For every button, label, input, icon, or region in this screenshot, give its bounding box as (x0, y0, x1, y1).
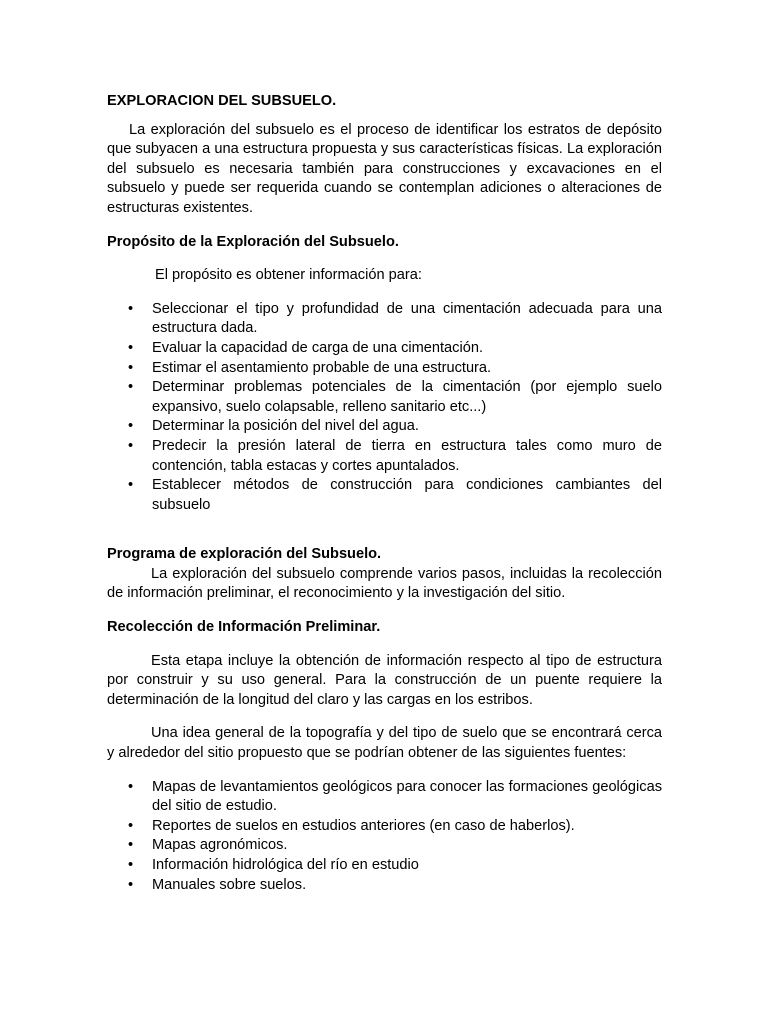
intro-paragraph: La exploración del subsuelo es el proceso de identificar los estratos de depósito que subyacen a una estructura propuesta y sus características físicas. La exploración del subsuelo es necesaria también para construcciones y excavaciones en el subsuelo y puede ser requerida cuando se contemplan adiciones o alteraciones de estructuras existentes. (107, 121, 662, 216)
list-item-text: Estimar el asentamiento probable de una estructura. (152, 359, 492, 376)
list-item (107, 778, 662, 817)
list-item-text: Establecer métodos de construcción para condiciones cambiantes del subsuelo (152, 477, 662, 513)
purpose-intro: El propósito es obtener información para: (155, 267, 422, 284)
list-item (107, 339, 662, 359)
purpose-heading: Propósito de la Exploración del Subsuelo. (107, 233, 399, 250)
list-item-text: Predecir la presión lateral de tierra en estructura tales como muro de contención, tabla estacas y cortes apuntalados. (152, 437, 662, 474)
list-item-text: Mapas de levantamientos geológicos para conocer las formaciones geológicas del sitio de estudio. (152, 778, 662, 815)
list-item (107, 876, 662, 896)
bullet-icon: • (128, 837, 134, 854)
document-page (107, 92, 662, 895)
preliminary-paragraph-2: Una idea general de la topografía y del tipo de suelo que se encontrará cerca y alrededor del sitio propuesto que se podrían obtener de las siguientes fuentes: (107, 725, 662, 762)
bullet-icon: • (128, 477, 134, 494)
list-item-text: Evaluar la capacidad de carga de una cimentación. (152, 339, 484, 356)
list-item (107, 836, 662, 856)
bullet-icon: • (128, 437, 134, 454)
list-item (107, 817, 662, 837)
bullet-icon: • (128, 857, 134, 873)
bullet-icon: • (128, 379, 134, 396)
list-item-text: Reportes de suelos en estudios anteriores (en caso de haberlos). (152, 817, 575, 834)
list-item-text: Mapas agronómicos. (152, 837, 288, 854)
list-item-text: Seleccionar el tipo y profundidad de una cimentación adecuada para una estructura dada. (152, 300, 662, 337)
bullet-icon: • (128, 300, 134, 317)
program-paragraph: La exploración del subsuelo comprende varios pasos, incluidas la recolección de información preliminar, el reconocimiento y la investigación del sitio. (107, 565, 662, 602)
list-item (107, 378, 662, 417)
program-heading: Programa de exploración del Subsuelo. (107, 546, 382, 563)
list-item (107, 476, 662, 515)
bullet-icon: • (128, 817, 134, 834)
list-item-text: Información hidrológica del río en estudio (152, 857, 419, 873)
bullet-icon: • (128, 359, 134, 376)
bullet-icon: • (128, 418, 134, 435)
purpose-list (107, 300, 662, 516)
list-item (107, 437, 662, 476)
sources-list (107, 778, 662, 896)
list-item-text: Manuales sobre suelos. (152, 876, 307, 893)
list-item-text: Determinar problemas potenciales de la cimentación (por ejemplo suelo expansivo, suelo colapsable, relleno sanitario etc...) (152, 379, 662, 415)
list-item-text: Determinar la posición del nivel del agua. (152, 418, 419, 435)
list-item (107, 856, 662, 876)
preliminary-paragraph-1: Esta etapa incluye la obtención de información respecto al tipo de estructura por construir y su uso general. Para la construcción de un puente requiere la determinación de la longitud del claro y las cargas en los estribos. (107, 652, 662, 708)
bullet-icon: • (128, 339, 134, 356)
document-title: EXPLORACION DEL SUBSUELO. (107, 93, 337, 109)
preliminary-heading: Recolección de Información Preliminar. (107, 619, 381, 636)
list-item (107, 417, 662, 437)
list-item (107, 359, 662, 379)
bullet-icon: • (128, 876, 134, 893)
bullet-icon: • (128, 778, 134, 795)
list-item (107, 300, 662, 339)
